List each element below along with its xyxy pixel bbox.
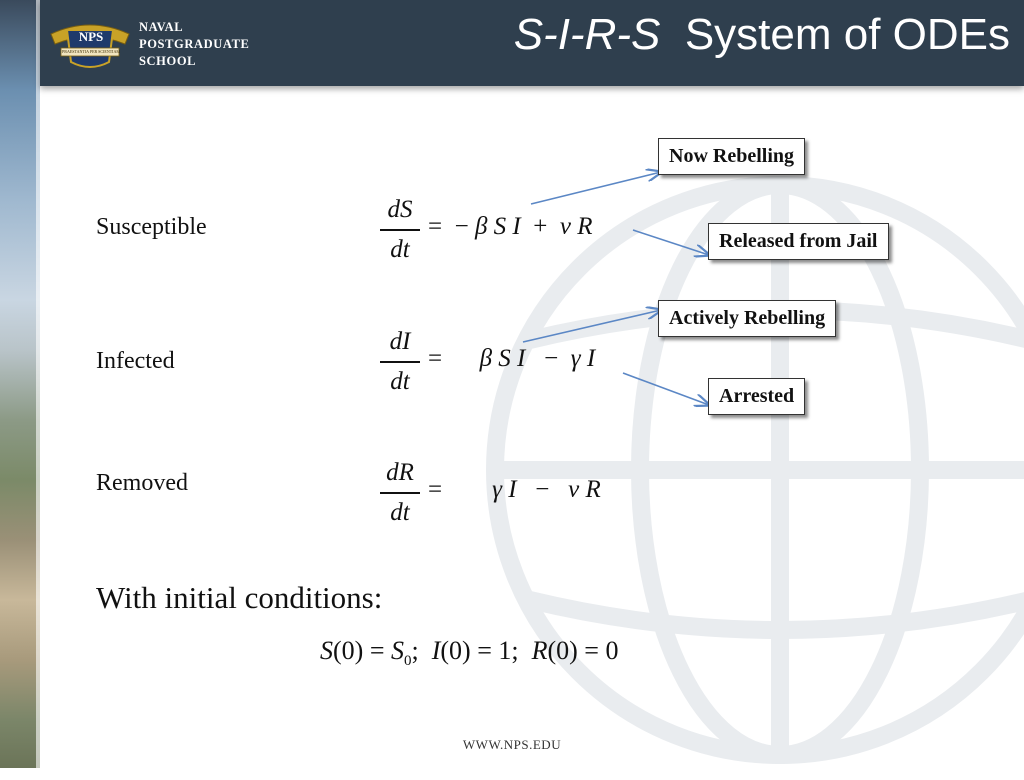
label-removed: Removed xyxy=(96,470,188,496)
callout-now-rebelling: Now Rebelling xyxy=(658,138,805,175)
callout-arrested: Arrested xyxy=(708,378,805,415)
logo-text: NPS xyxy=(78,29,104,44)
initial-conditions-heading: With initial conditions: xyxy=(96,580,383,615)
equation-rhs: = β S I − γ I xyxy=(428,345,596,372)
equation-rhs: = γ I − ν R xyxy=(428,476,601,503)
arrow-arrested xyxy=(623,373,709,405)
arrow-released xyxy=(633,230,709,255)
callout-released-from-jail: Released from Jail xyxy=(708,223,889,260)
school-name-line: SCHOOL xyxy=(139,54,197,68)
derivative-dr-dt: dR dt xyxy=(380,458,420,528)
logo-motto: PRAESTANTIA PER SCIENTIAM xyxy=(62,49,120,54)
derivative-ds-dt: dS dt xyxy=(380,195,420,265)
derivative-di-dt: dI dt xyxy=(380,327,420,397)
school-name-line: POSTGRADUATE xyxy=(139,37,250,51)
label-infected: Infected xyxy=(96,348,175,374)
school-name-line: NAVAL xyxy=(139,20,184,34)
footer-url: WWW.NPS.EDU xyxy=(462,737,562,752)
equation-rhs: = − β S I + ν R xyxy=(428,213,593,240)
label-susceptible: Susceptible xyxy=(96,214,207,240)
slide-title-rest: System of ODEs xyxy=(684,10,1010,59)
arrow-now-rebelling xyxy=(531,172,661,204)
arrow-actively-rebelling xyxy=(523,310,661,342)
callout-actively-rebelling: Actively Rebelling xyxy=(658,300,836,337)
initial-conditions-equation: $S(0) = S_0$; I(0) = 1; R(0) = 0 xyxy=(320,636,619,670)
slide-title-italic: S-I-R-S xyxy=(513,10,661,59)
